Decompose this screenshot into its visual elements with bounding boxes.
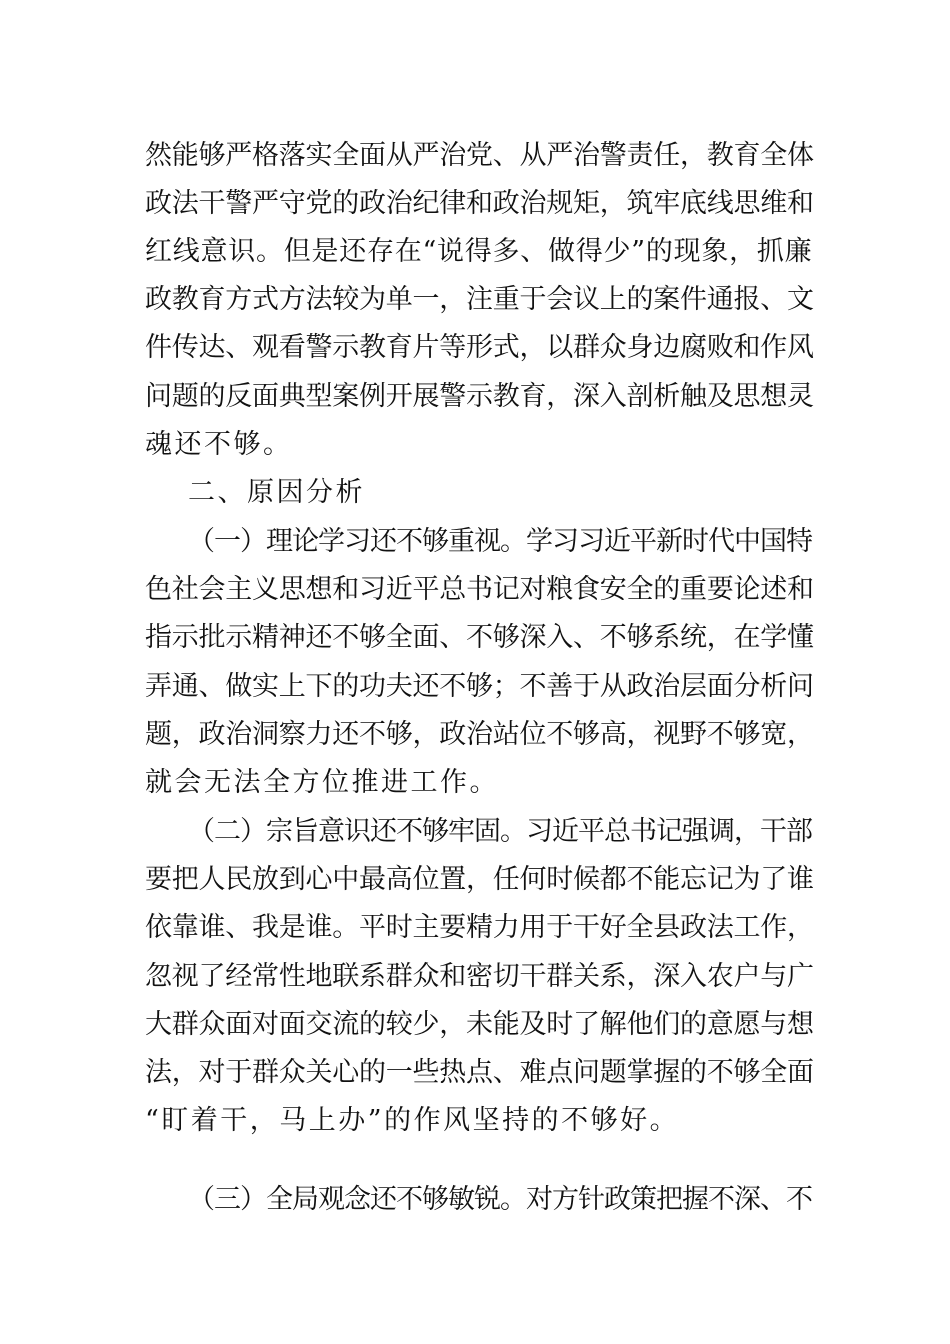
subsection-heading: （一）理论学习还不够重视。学习习近平新时代中国特: [188, 526, 812, 557]
text-line: 就会无法全方位推进工作。: [145, 767, 499, 798]
text-line: 政法干警严守党的政治纪律和政治规矩，筑牢底线思维和: [145, 188, 814, 219]
text-line: 指示批示精神还不够全面、不够深入、不够系统，在学懂: [145, 622, 814, 653]
text-line: 大群众面对面交流的较少，未能及时了解他们的意愿与想: [145, 1009, 814, 1040]
text-line: “盯着干，马上办”的作风坚持的不够好。: [145, 1105, 680, 1136]
subsection-heading: （三）全局观念还不够敏锐。对方针政策把握不深、不: [188, 1184, 812, 1215]
text-line: 忽视了经常性地联系群众和密切干群关系，深入农户与广: [145, 961, 814, 992]
text-line: 法，对于群众关心的一些热点、难点问题掌握的不够全面: [145, 1057, 814, 1088]
text-line: 件传达、观看警示教育片等形式，以群众身边腐败和作风: [145, 332, 814, 363]
subsection-heading: （二）宗旨意识还不够牢固。习近平总书记强调，干部: [188, 816, 812, 847]
text-line: 魂还不够。: [145, 429, 293, 460]
section-heading: 二、原因分析: [188, 477, 365, 508]
text-line: 弄通、做实上下的功夫还不够；不善于从政治层面分析问: [145, 671, 814, 702]
text-line: 依靠谁、我是谁。平时主要精力用于干好全县政法工作，: [145, 912, 814, 943]
text-line: 政教育方式方法较为单一，注重于会议上的案件通报、文: [145, 284, 814, 315]
text-line: 然能够严格落实全面从严治党、从严治警责任，教育全体: [145, 140, 814, 171]
text-line: 题，政治洞察力还不够，政治站位不够高，视野不够宽，: [145, 719, 814, 750]
text-line: 色社会主义思想和习近平总书记对粮食安全的重要论述和: [145, 574, 814, 605]
text-line: 要把人民放到心中最高位置，任何时候都不能忘记为了谁: [145, 864, 814, 895]
text-line: 问题的反面典型案例开展警示教育，深入剖析触及思想灵: [145, 381, 814, 412]
text-line: 红线意识。但是还存在“说得多、做得少”的现象，抓廉: [145, 236, 813, 267]
